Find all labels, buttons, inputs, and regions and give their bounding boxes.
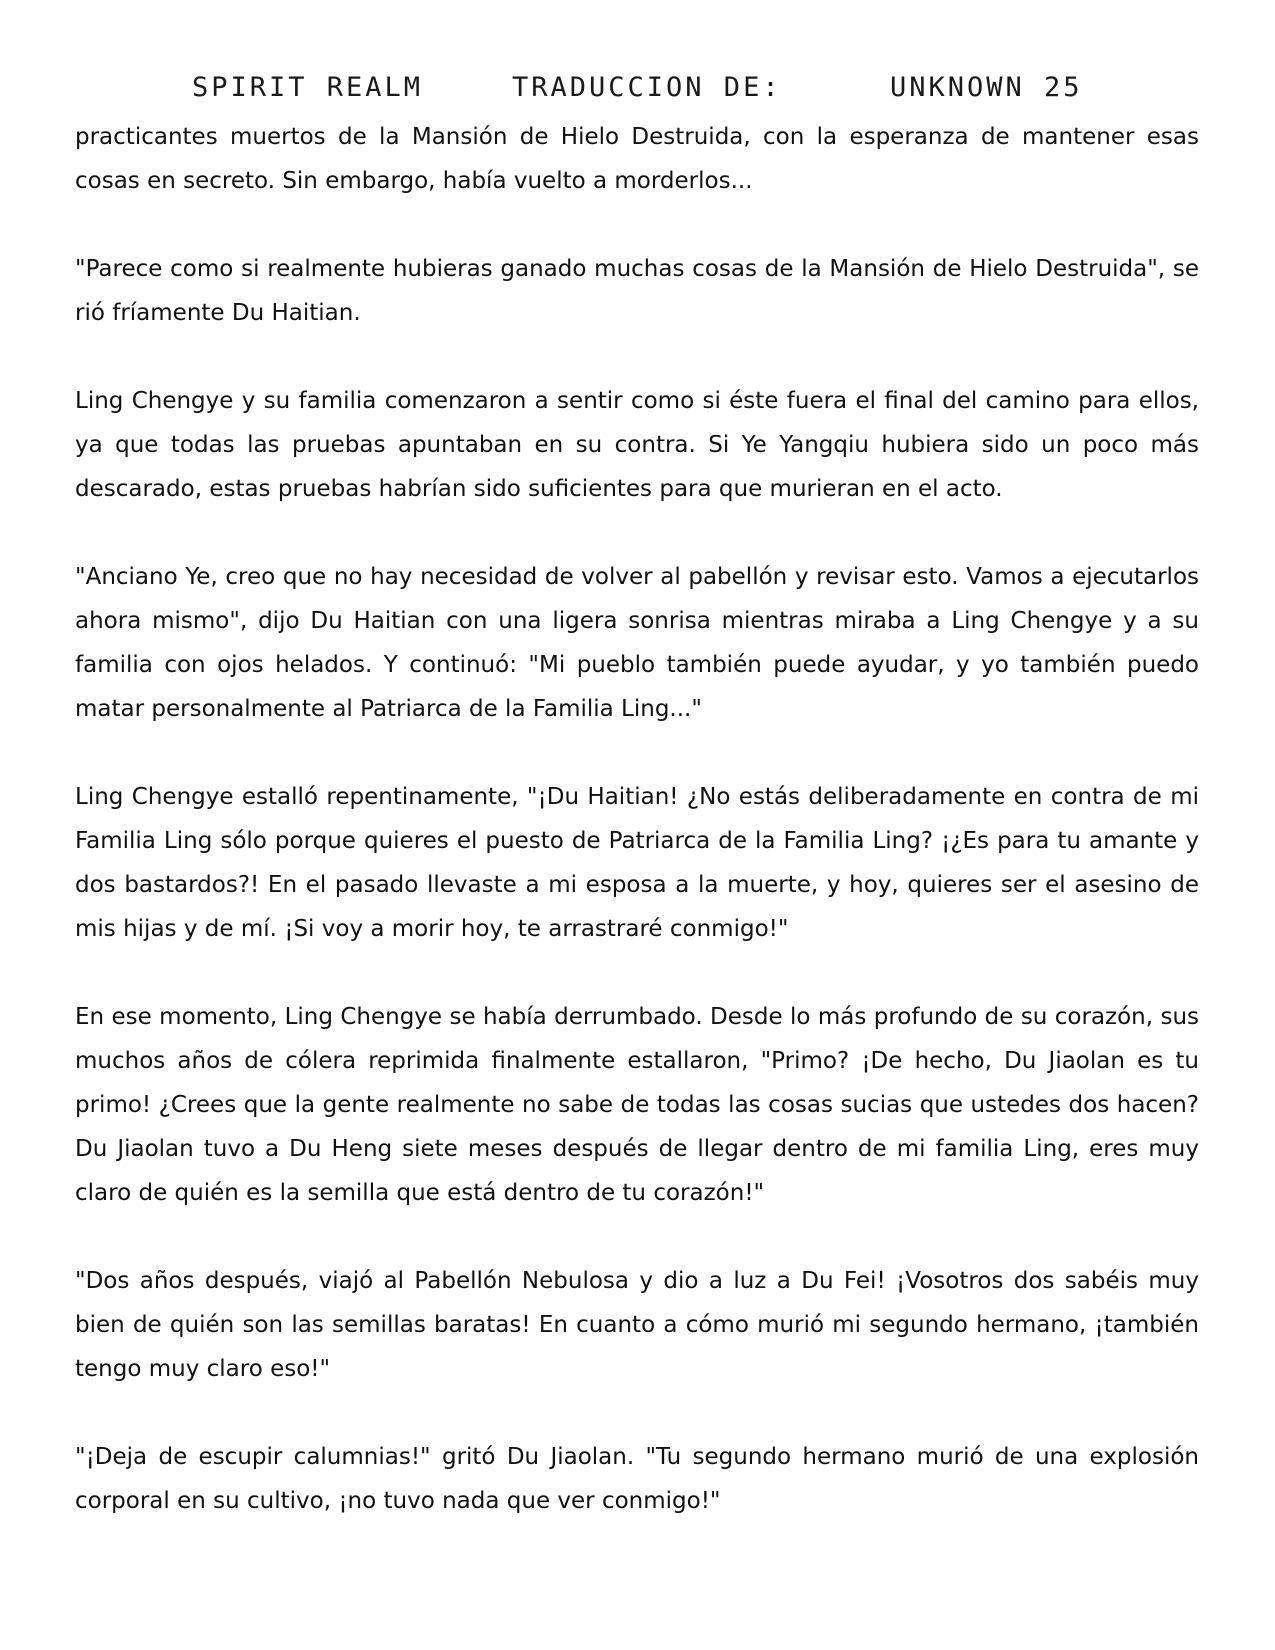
paragraph: "Parece como si realmente hubieras ganado muchas cosas de la Mansión de Hielo Destruida", se rió fríamente Du Haitian. (75, 256, 1199, 326)
paragraph: practicantes muertos de la Mansión de Hielo Destruida, con la esperanza de mantener esas cosas en secreto. Sin embargo, había vuelto a morderlos... (75, 124, 1199, 194)
paragraph: Ling Chengye estalló repentinamente, "¡Du Haitian! ¿No estás deliberadamente en contra de mi Familia Ling sólo porque quieres el puesto de Patriarca de la Familia Ling? ¡¿Es para tu amante y dos bastardos?! En el pasado llevaste a mi esposa a la muerte, y hoy, quieres ser el asesino de mis hijas y de mí. ¡Si voy a morir hoy, te arrastraré conmigo!" (75, 784, 1199, 942)
paragraph: "¡Deja de escupir calumnias!" gritó Du Jiaolan. "Tu segundo hermano murió de una explosión corporal en su cultivo, ¡no tuvo nada que ver conmigo!" (75, 1444, 1199, 1514)
paragraph: Ling Chengye y su familia comenzaron a sentir como si éste fuera el final del camino para ellos, ya que todas las pruebas apuntaban en su contra. Si Ye Yangqiu hubiera sido un poco más descarado, estas pruebas habrían sido suficientes para que murieran en el acto. (75, 388, 1199, 502)
header-translator: UNKNOWN 25 (890, 72, 1083, 103)
header-translation-label: TRADUCCION DE: (512, 72, 782, 103)
paragraph: "Dos años después, viajó al Pabellón Nebulosa y dio a luz a Du Fei! ¡Vosotros dos sabéis muy bien de quién son las semillas baratas! En cuanto a cómo murió mi segundo hermano, ¡también tengo muy claro eso!" (75, 1268, 1199, 1382)
paragraph: En ese momento, Ling Chengye se había derrumbado. Desde lo más profundo de su corazón, sus muchos años de cólera reprimida finalmente estallaron, "Primo? ¡De hecho, Du Jiaolan es tu primo! ¿Crees que la gente realmente no sabe de todas las cosas sucias que ustedes dos hacen? Du Jiaolan tuvo a Du Heng siete meses después de llegar dentro de mi familia Ling, eres muy claro de quién es la semilla que está dentro de tu corazón!" (75, 1004, 1199, 1206)
page-header (0, 72, 1275, 112)
header-title: SPIRIT REALM (192, 72, 424, 103)
paragraph: "Anciano Ye, creo que no hay necesidad de volver al pabellón y revisar esto. Vamos a ejecutarlos ahora mismo", dijo Du Haitian con una ligera sonrisa mientras miraba a Ling Chengye y a su familia con ojos helados. Y continuó: "Mi pueblo también puede ayudar, y yo también puedo matar personalmente al Patriarca de la Familia Ling..." (75, 564, 1199, 722)
body-text (75, 115, 1199, 1523)
